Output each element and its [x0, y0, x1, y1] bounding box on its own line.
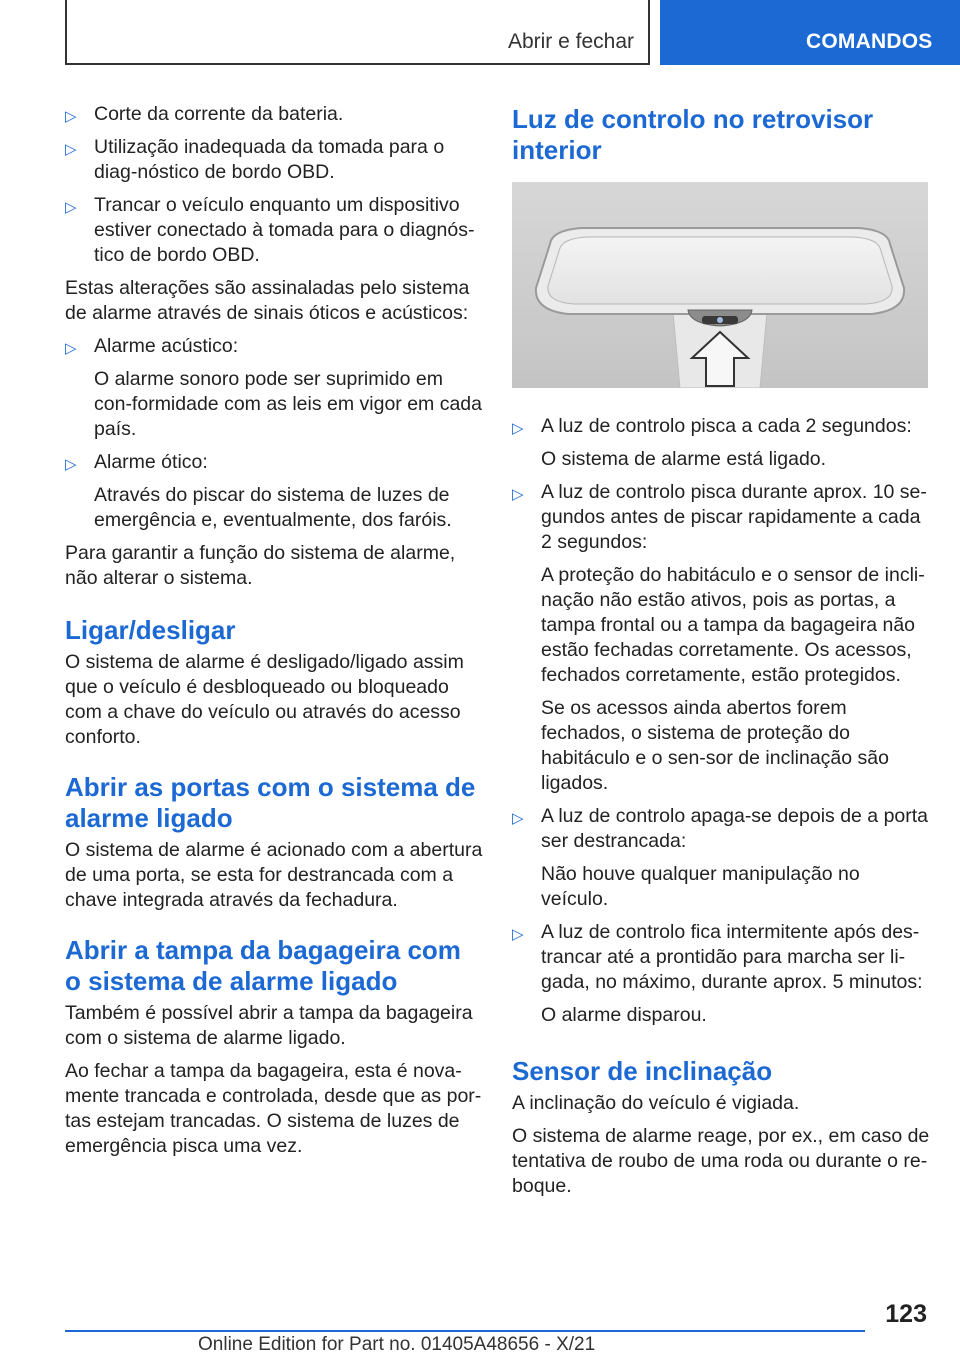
section-tab	[660, 0, 960, 65]
bullet-triangle-icon: ▷	[65, 108, 77, 125]
bullet-triangle-icon: ▷	[512, 420, 524, 437]
footer-edition: Online Edition for Part no. 01405A48656 - X/21	[198, 1334, 596, 1355]
list-item-subtext: Se os acessos ainda abertos forem fechados, o sistema de proteção do habitáculo e o sen-sor de inclinação são ligados.	[541, 697, 889, 794]
bullet-triangle-icon: ▷	[512, 486, 524, 503]
bullet-triangle-icon: ▷	[512, 926, 524, 943]
footer-divider	[65, 1330, 865, 1332]
paragraph-tilt-2: O sistema de alarme reage, por ex., em caso de tentativa de roubo de uma roda ou durante o re-boque.	[512, 1125, 930, 1197]
paragraph-open-doors: O sistema de alarme é acionado com a abertura de uma porta, se esta for destrancada com a chave integrada através da fechadura.	[65, 839, 483, 911]
bullet-triangle-icon: ▷	[512, 810, 524, 827]
paragraph-on-off: O sistema de alarme é desligado/ligado assim que o veículo é desbloqueado ou bloqueado com a chave do veículo ou através do acesso conforto.	[65, 651, 464, 748]
list-item-subtext: Através do piscar do sistema de luzes de emergência e, eventualmente, dos faróis.	[94, 484, 452, 531]
heading-tilt-sensor: Sensor de inclinação	[512, 1056, 773, 1086]
bullet-triangle-icon: ▷	[65, 340, 77, 357]
list-item-text: Corte da corrente da bateria.	[94, 103, 344, 125]
heading-open-trunk: Abrir a tampa da bagageira com o sistema de alarme ligado	[65, 935, 461, 996]
chapter-title: Abrir e fechar	[507, 30, 634, 53]
section-title: COMANDOS	[806, 30, 933, 53]
list-item	[512, 414, 930, 472]
paragraph-trunk-2: Ao fechar a tampa da bagageira, esta é nova-mente trancada e controlada, desde que as por-tas estejam trancadas. O sistema de luzes de emergência pisca uma vez.	[65, 1060, 482, 1157]
heading-on-off: Ligar/desligar	[65, 615, 236, 645]
list-item-text: Utilização inadequada da tomada para o diag-nóstico de bordo OBD.	[94, 136, 445, 183]
heading-control-light: Luz de controlo no retrovisor interior	[512, 104, 874, 165]
list-item	[65, 450, 483, 533]
header-chapter-box	[65, 0, 650, 65]
heading-open-doors: Abrir as portas com o sistema de alarme ligado	[65, 772, 476, 833]
list-item-text: Alarme ótico:	[94, 451, 208, 473]
paragraph-trunk-1: Também é possível abrir a tampa da bagageira com o sistema de alarme ligado.	[65, 1002, 473, 1049]
bullet-triangle-icon: ▷	[65, 199, 77, 216]
list-item-subtext: O alarme disparou.	[541, 1004, 707, 1026]
paragraph-tilt-1: A inclinação do veículo é vigiada.	[512, 1092, 800, 1114]
bullet-triangle-icon: ▷	[65, 456, 77, 473]
list-item	[65, 102, 483, 127]
list-item-subtext: O sistema de alarme está ligado.	[541, 448, 827, 470]
bullet-triangle-icon: ▷	[65, 141, 77, 158]
list-item	[512, 480, 930, 796]
list-item-subtext: O alarme sonoro pode ser suprimido em con-formidade com as leis em vigor em cada país.	[94, 368, 482, 440]
list-item	[512, 804, 930, 912]
list-item	[512, 920, 930, 1028]
paragraph-guarantee: Para garantir a função do sistema de alarme, não alterar o sistema.	[65, 542, 456, 589]
list-item-text: A luz de controlo fica intermitente após des-trancar até a prontidão para marcha ser li-gada, no máximo, durante aprox. 5 minutos:	[541, 921, 923, 993]
left-column	[65, 102, 483, 1167]
rearview-mirror-illustration	[512, 182, 928, 388]
list-item-text: Alarme acústico:	[94, 335, 239, 357]
list-item-text: A luz de controlo pisca durante aprox. 10 se-gundos antes de piscar rapidamente a cada 2 segundos:	[541, 481, 927, 553]
paragraph-signals: Estas alterações são assinaladas pelo sistema de alarme através de sinais óticos e acústicos:	[65, 277, 470, 324]
list-item	[65, 135, 483, 185]
list-item-text: A luz de controlo apaga-se depois de a porta ser destrancada:	[541, 805, 929, 852]
list-item-text: A luz de controlo pisca a cada 2 segundos:	[541, 415, 912, 437]
list-item	[65, 193, 483, 268]
list-item	[65, 334, 483, 442]
right-column	[512, 104, 930, 1207]
list-item-text: Trancar o veículo enquanto um dispositivo estiver conectado à tomada para o diagnós-tico de bordo OBD.	[94, 194, 475, 266]
page-number: 123	[885, 1300, 927, 1328]
list-item-subtext: Não houve qualquer manipulação no veículo.	[541, 863, 860, 910]
list-item-subtext: A proteção do habitáculo e o sensor de incli-nação não estão ativos, pois as portas, a tampa frontal ou a tampa da bagageira não estão fechadas corretamente. Os acessos, fechados corretamente, estão protegidos.	[541, 564, 925, 686]
